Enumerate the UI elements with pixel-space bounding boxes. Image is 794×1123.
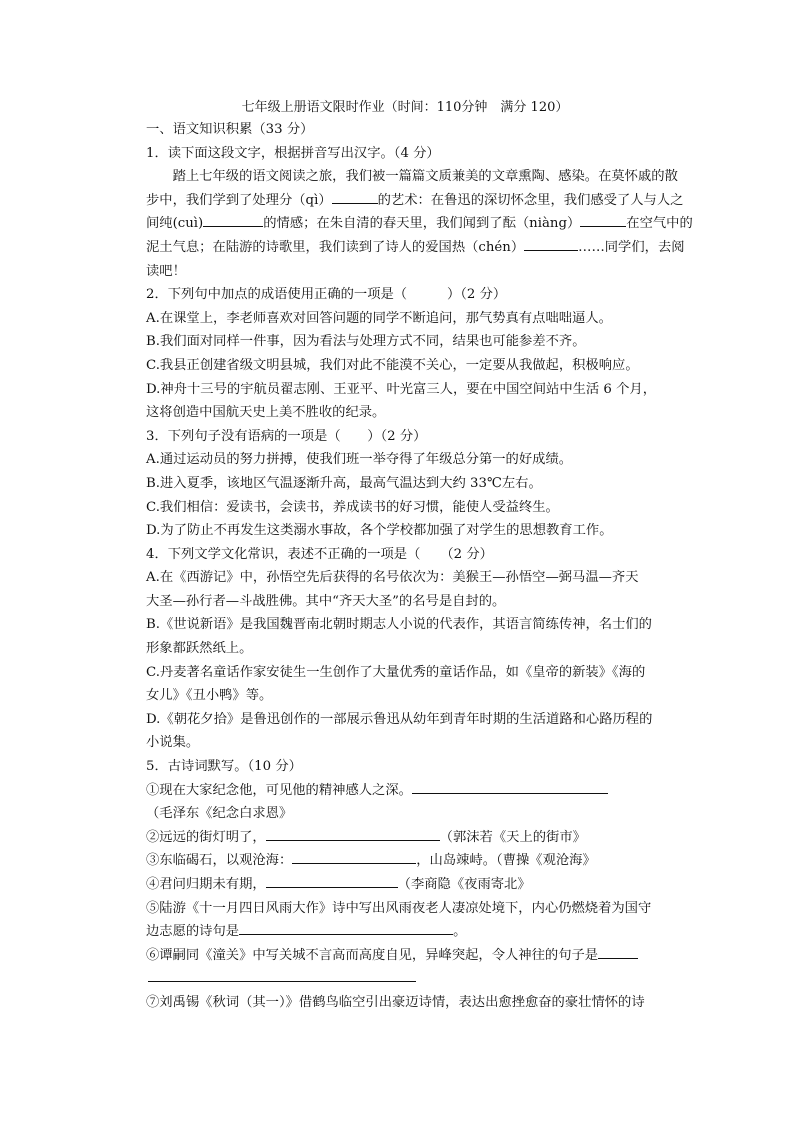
q5-item-5: ⑤陆游《十一月四日风雨大作》诗中写出风雨夜老人凄凉处境下，内心仍燃烧着为国守 bbox=[146, 900, 652, 916]
question-4-heading: 4．下列文学文化常识，表述不正确的一项是（ （2 分） bbox=[146, 546, 493, 562]
q1-text: 的艺术：在鲁迅的深切怀念里，我们感受了人与人之 bbox=[377, 192, 684, 208]
q1-text: 间纯(cuì) bbox=[146, 216, 204, 232]
q5-item-1 bbox=[146, 779, 672, 803]
q1-text: 踏上七年级的语文阅读之旅，我们被一篇篇文质兼美的文章熏陶、感染。在莫怀戚的散 bbox=[172, 169, 678, 185]
blank-line bbox=[524, 237, 578, 251]
blank-line bbox=[412, 780, 608, 794]
q4-option-a: A.在《西游记》中，孙悟空先后获得的名号依次为：美猴王—孙悟空—弼马温—齐天 bbox=[146, 570, 639, 586]
q3-option-b: B.进入夏季，该地区气温逐渐升高，最高气温达到大约 33℃左右。 bbox=[146, 475, 542, 491]
q2-option-a: A.在课堂上，李老师喜欢对回答问题的同学不断追问，那气势真有点咄咄逼人。 bbox=[146, 310, 612, 326]
q5-text: ④君问归期未有期， bbox=[146, 877, 266, 892]
question-2-heading: 2．下列句中加点的成语使用正确的一项是（ ）（2 分） bbox=[146, 287, 507, 303]
q4-option-d: D.《朝花夕拾》是鲁迅创作的一部展示鲁迅从幼年到青年时期的生活道路和心路历程的 bbox=[146, 711, 653, 727]
q1-passage-line bbox=[146, 165, 678, 189]
q1-passage-line bbox=[146, 212, 693, 236]
q5-item-4 bbox=[146, 873, 672, 897]
exam-content bbox=[146, 98, 693, 1015]
q5-text: ，山岛竦峙。（曹操《观沧海》 bbox=[416, 853, 596, 869]
q4-option-b: B.《世说新语》是我国魏晋南北朝时期志人小说的代表作，其语言简练传神，名士们的 bbox=[146, 617, 652, 633]
question-1-heading: 1．读下面这段文字，根据拼音写出汉字。（4 分） bbox=[146, 145, 440, 161]
question-3-heading: 3．下列句子没有语病的一项是（ ）（2 分） bbox=[146, 428, 427, 444]
blank-line bbox=[332, 190, 378, 204]
blank-line bbox=[239, 921, 453, 935]
q2-option-d: D.神舟十三号的宇航员翟志刚、王亚平、叶光富三人，要在中国空间站中生活 6 个月， bbox=[146, 381, 657, 397]
q4-option-d-cont: 小说集。 bbox=[146, 735, 200, 751]
blank-line bbox=[266, 827, 440, 841]
q2-option-b: B.我们面对同样一件事，因为看法与处理方式不同，结果也可能参差不齐。 bbox=[146, 334, 586, 350]
q4-option-c: C.丹麦著名童话作家安徒生一生创作了大量优秀的童话作品，如《皇帝的新装》《海的 bbox=[146, 664, 646, 680]
q4-option-a-cont: 大圣—孙行者—斗战胜佛。其中“齐天大圣”的名号是自封的。 bbox=[146, 593, 506, 609]
q5-text: （郭沫若《天上的街市》 bbox=[439, 829, 586, 845]
q5-item-3 bbox=[146, 849, 672, 873]
blank-line bbox=[203, 213, 263, 227]
q5-item-6 bbox=[146, 944, 672, 968]
blank-line bbox=[266, 874, 398, 888]
q5-text: ③东临碣石，以观沧海： bbox=[146, 853, 293, 869]
page-title: 七年级上册语文限时作业（时间：110分钟 满分 120） bbox=[241, 100, 569, 115]
q3-option-c: C.我们相信：爱读书，会读书，养成读书的好习惯，能使人受益终生。 bbox=[146, 499, 559, 515]
q5-item-5-cont bbox=[146, 920, 672, 944]
blank-line bbox=[146, 967, 672, 991]
q5-text: 。 bbox=[453, 924, 467, 940]
q3-option-a: A.通过运动员的努力拼搏，使我们班一举夺得了年级总分第一的好成绩。 bbox=[146, 452, 573, 468]
q4-option-b-cont: 形象都跃然纸上。 bbox=[146, 641, 253, 657]
q1-text: 在空气中的 bbox=[626, 216, 693, 232]
q5-text: ①现在大家纪念他，可见他的精神感人之深。 bbox=[146, 782, 412, 798]
blank-line bbox=[580, 213, 626, 227]
q5-item-2 bbox=[146, 826, 672, 850]
q1-passage-line bbox=[146, 189, 684, 213]
q5-text: 边志愿的诗句是 bbox=[146, 924, 240, 940]
q1-text: ……同学们，去阅 bbox=[578, 239, 685, 255]
q2-option-c: C.我县正创建省级文明县城，我们对此不能漠不关心，一定要从我做起，积极响应。 bbox=[146, 357, 639, 373]
section-heading: 一、语文知识积累（33 分） bbox=[146, 122, 314, 137]
blank-line bbox=[292, 850, 416, 864]
q3-option-d: D.为了防止不再发生这类溺水事故，各个学校都加强了对学生的思想教育工作。 bbox=[146, 523, 613, 539]
question-5-heading: 5．古诗词默写。（10 分） bbox=[146, 759, 302, 775]
q5-item-7: ⑦刘禹锡《秋词（其一）》借鹤鸟临空引出豪迈诗情，表达出愈挫愈奋的豪壮情怀的诗 bbox=[146, 994, 645, 1010]
q1-text: 的情感；在朱自清的春天里，我们闻到了酝（niàng） bbox=[263, 216, 581, 232]
q4-option-c-cont: 女儿》《丑小鸭》等。 bbox=[146, 688, 273, 704]
q5-text: ⑥谭嗣同《潼关》中写关城不言高而高度自见，异峰突起，令人神往的句子是 bbox=[146, 947, 599, 963]
q5-item-1-source: （毛泽东《纪念白求恩》 bbox=[146, 806, 293, 822]
q1-text: 泥土气息；在陆游的诗歌里，我们读到了诗人的爱国热（chén） bbox=[146, 239, 525, 255]
q1-passage-line bbox=[146, 236, 685, 260]
q5-text: （李商隐《夜雨寄北》 bbox=[397, 877, 531, 892]
q1-text: 步中，我们学到了处理分（qì） bbox=[146, 192, 332, 208]
blank-line bbox=[598, 945, 638, 959]
q1-passage-line: 读吧！ bbox=[146, 263, 186, 279]
q2-option-d-cont: 这将创造中国航天史上美不胜收的纪录。 bbox=[146, 405, 386, 421]
q5-text: ②远远的街灯明了， bbox=[146, 829, 266, 845]
